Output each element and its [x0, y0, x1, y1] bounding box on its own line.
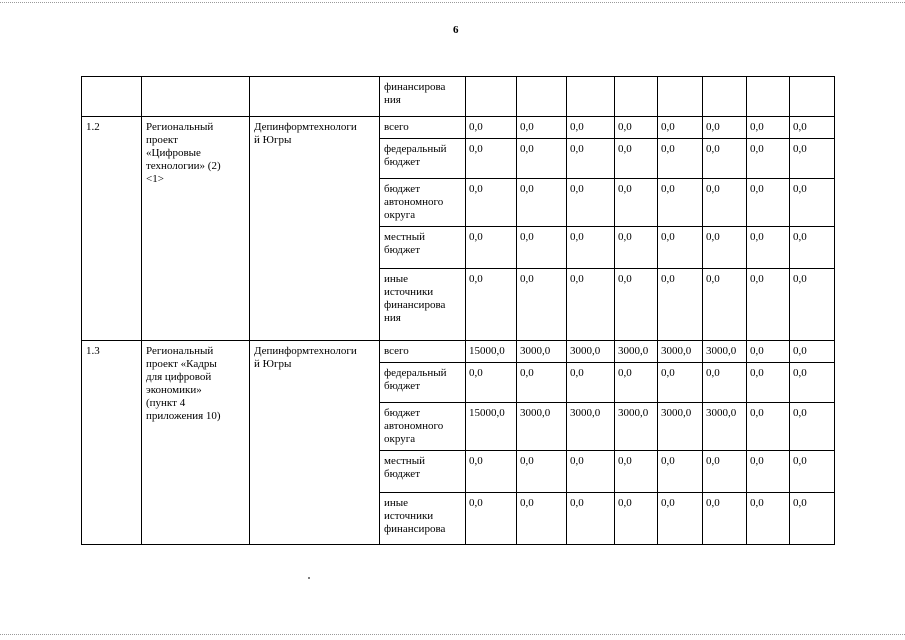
- cell-empty: [466, 77, 517, 117]
- amount-cell: 3000,0: [703, 403, 747, 451]
- cell-empty: [703, 77, 747, 117]
- project-name-cell: Региональный проект «Цифровые технологии» (2) <1>: [142, 117, 250, 341]
- amount-cell: 0,0: [790, 403, 835, 451]
- funding-source-cell: всего: [380, 341, 466, 363]
- amount-cell: 0,0: [615, 493, 658, 545]
- amount-cell: 0,0: [567, 493, 615, 545]
- amount-cell: 3000,0: [658, 341, 703, 363]
- amount-cell: 0,0: [790, 341, 835, 363]
- executor-cell: Депинформтехнологи й Югры: [250, 117, 380, 341]
- amount-cell: 0,0: [466, 117, 517, 139]
- amount-cell: 0,0: [615, 179, 658, 227]
- amount-cell: 0,0: [517, 227, 567, 269]
- amount-cell: 0,0: [615, 227, 658, 269]
- cell-empty: [658, 77, 703, 117]
- amount-cell: 0,0: [658, 493, 703, 545]
- cell-empty: [615, 77, 658, 117]
- scan-edge-bottom: [0, 634, 905, 635]
- amount-cell: 0,0: [567, 269, 615, 341]
- amount-cell: 0,0: [790, 227, 835, 269]
- amount-cell: 0,0: [567, 139, 615, 179]
- amount-cell: 0,0: [466, 227, 517, 269]
- amount-cell: 0,0: [658, 139, 703, 179]
- cell-empty: [790, 77, 835, 117]
- amount-cell: 3000,0: [567, 403, 615, 451]
- amount-cell: 0,0: [517, 269, 567, 341]
- funding-source-cell: всего: [380, 117, 466, 139]
- scan-speck: [308, 577, 310, 579]
- amount-cell: 0,0: [747, 117, 790, 139]
- amount-cell: 0,0: [703, 179, 747, 227]
- funding-source-cell: иные источники финансирова ния: [380, 269, 466, 341]
- amount-cell: 0,0: [615, 363, 658, 403]
- amount-cell: 0,0: [567, 117, 615, 139]
- amount-cell: 0,0: [658, 179, 703, 227]
- amount-cell: 0,0: [790, 117, 835, 139]
- amount-cell: 0,0: [517, 363, 567, 403]
- amount-cell: 0,0: [747, 179, 790, 227]
- cell-empty: [567, 77, 615, 117]
- funding-source-cell: иные источники финансирова: [380, 493, 466, 545]
- amount-cell: 0,0: [658, 451, 703, 493]
- amount-cell: 0,0: [517, 493, 567, 545]
- amount-cell: 0,0: [658, 269, 703, 341]
- amount-cell: 0,0: [747, 227, 790, 269]
- amount-cell: 0,0: [567, 179, 615, 227]
- amount-cell: 3000,0: [615, 403, 658, 451]
- amount-cell: 0,0: [790, 139, 835, 179]
- funding-source-cell: финансирова ния: [380, 77, 466, 117]
- amount-cell: 0,0: [790, 493, 835, 545]
- amount-cell: 0,0: [747, 269, 790, 341]
- amount-cell: 3000,0: [517, 341, 567, 363]
- cell-empty: [250, 77, 380, 117]
- amount-cell: 15000,0: [466, 403, 517, 451]
- funding-source-cell: местный бюджет: [380, 451, 466, 493]
- amount-cell: 0,0: [703, 139, 747, 179]
- amount-cell: 0,0: [790, 179, 835, 227]
- amount-cell: 0,0: [703, 117, 747, 139]
- amount-cell: 0,0: [658, 117, 703, 139]
- amount-cell: 0,0: [747, 493, 790, 545]
- amount-cell: 0,0: [658, 363, 703, 403]
- amount-cell: 0,0: [466, 493, 517, 545]
- amount-cell: 0,0: [567, 451, 615, 493]
- item-number-cell: 1.3: [82, 341, 142, 545]
- funding-source-cell: федеральный бюджет: [380, 139, 466, 179]
- cell-empty: [747, 77, 790, 117]
- amount-cell: 0,0: [703, 451, 747, 493]
- amount-cell: 0,0: [703, 227, 747, 269]
- amount-cell: 0,0: [567, 363, 615, 403]
- amount-cell: 0,0: [615, 117, 658, 139]
- amount-cell: 0,0: [747, 363, 790, 403]
- table-row: [82, 341, 835, 363]
- cell-empty: [517, 77, 567, 117]
- project-groups: [82, 117, 835, 545]
- amount-cell: 3000,0: [517, 403, 567, 451]
- amount-cell: 0,0: [615, 139, 658, 179]
- financing-table: [81, 76, 835, 545]
- amount-cell: 0,0: [466, 179, 517, 227]
- scan-edge-top: [0, 2, 905, 3]
- amount-cell: 0,0: [466, 451, 517, 493]
- table-row: [82, 117, 835, 139]
- amount-cell: 0,0: [790, 451, 835, 493]
- funding-source-cell: бюджет автономного округа: [380, 179, 466, 227]
- amount-cell: 0,0: [658, 227, 703, 269]
- amount-cell: 0,0: [466, 363, 517, 403]
- amount-cell: 3000,0: [567, 341, 615, 363]
- cell-empty: [82, 77, 142, 117]
- amount-cell: 0,0: [517, 451, 567, 493]
- amount-cell: 3000,0: [615, 341, 658, 363]
- amount-cell: 0,0: [790, 269, 835, 341]
- amount-cell: 0,0: [747, 341, 790, 363]
- amount-cell: 15000,0: [466, 341, 517, 363]
- amount-cell: 0,0: [615, 451, 658, 493]
- amount-cell: 0,0: [517, 139, 567, 179]
- funding-source-cell: бюджет автономного округа: [380, 403, 466, 451]
- item-number-cell: 1.2: [82, 117, 142, 341]
- executor-cell: Депинформтехнологи й Югры: [250, 341, 380, 545]
- amount-cell: 0,0: [703, 363, 747, 403]
- amount-cell: 0,0: [747, 451, 790, 493]
- amount-cell: 0,0: [790, 363, 835, 403]
- amount-cell: 0,0: [747, 139, 790, 179]
- amount-cell: 0,0: [517, 117, 567, 139]
- amount-cell: 0,0: [567, 227, 615, 269]
- project-name-cell: Региональный проект «Кадры для цифровой экономики» (пункт 4 приложения 10): [142, 341, 250, 545]
- funding-source-cell: местный бюджет: [380, 227, 466, 269]
- amount-cell: 0,0: [466, 139, 517, 179]
- amount-cell: 0,0: [466, 269, 517, 341]
- page-number: 6: [453, 24, 459, 36]
- amount-cell: 3000,0: [658, 403, 703, 451]
- funding-source-cell: федеральный бюджет: [380, 363, 466, 403]
- amount-cell: 0,0: [615, 269, 658, 341]
- amount-cell: 0,0: [703, 493, 747, 545]
- amount-cell: 0,0: [703, 269, 747, 341]
- table-row-continuation: [82, 77, 835, 117]
- amount-cell: 0,0: [747, 403, 790, 451]
- amount-cell: 3000,0: [703, 341, 747, 363]
- amount-cell: 0,0: [517, 179, 567, 227]
- cell-empty: [142, 77, 250, 117]
